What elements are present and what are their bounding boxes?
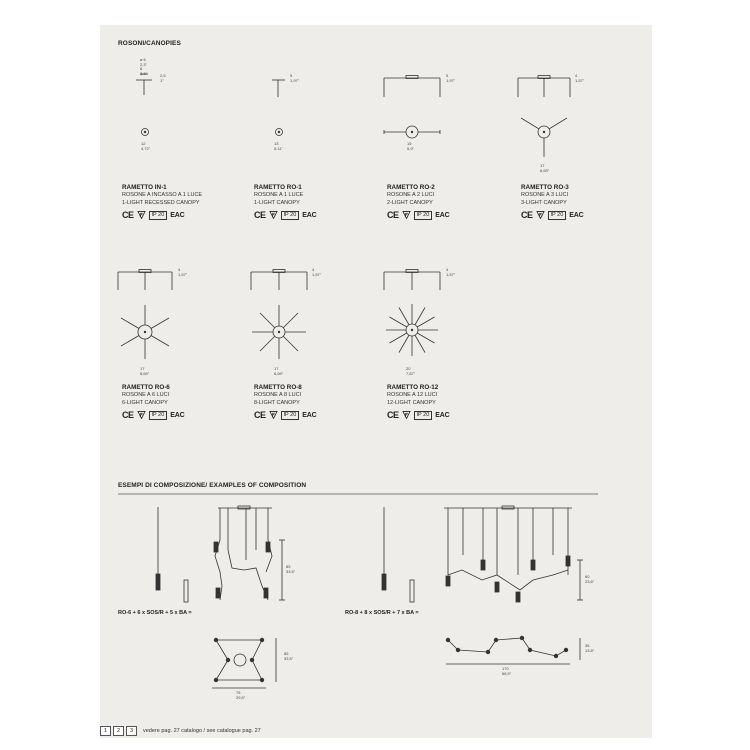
product-ro2 [387, 184, 512, 221]
in1-diameter-dim: ⌀ 6 2,3" 8 3,1" [140, 57, 147, 76]
ro12-side-drawing [384, 270, 440, 291]
product-desc-it: ROSONE A 1 LUCE [254, 192, 304, 198]
product-name: RAMETTO RO-6 [122, 384, 170, 391]
product-desc-en: 6-LIGHT CANOPY [122, 399, 168, 406]
ip-rating-badge: IP 20 [149, 411, 168, 420]
eac-mark: EAC [170, 211, 185, 219]
page-ref-2[interactable]: 2 [113, 726, 124, 736]
product-ro6 [122, 384, 247, 421]
page-ref-3[interactable]: 3 [126, 726, 137, 736]
product-desc-it: ROSONE A 6 LUCI [122, 392, 170, 398]
eac-mark: EAC [170, 411, 185, 419]
comp1-plan-width-dim: 75 29,5" [236, 690, 246, 700]
ce-mark: CE [387, 410, 399, 421]
eac-mark: EAC [569, 211, 584, 219]
ro6-side-dim: 4 1,57" [178, 267, 188, 277]
product-desc-it: ROSONE A 8 LUCI [254, 392, 302, 398]
comp2-height-dim: 60 23,6" [585, 574, 595, 584]
ro1-side-drawing [272, 80, 285, 97]
product-desc-en: 2-LIGHT CANOPY [387, 199, 433, 206]
ip-rating-badge: IP 20 [414, 411, 433, 420]
ro8-plan-dim: 17 6,69" [274, 366, 284, 376]
in1-side-dim: 2,5 1" [160, 73, 166, 83]
product-name: RAMETTO RO-3 [521, 184, 569, 191]
in1-plan-drawing [142, 129, 149, 136]
ce-mark: CE [521, 210, 533, 221]
ce-mark: CE [254, 410, 266, 421]
certifications [122, 209, 247, 221]
eac-mark: EAC [302, 411, 317, 419]
ip-rating-badge: IP 20 [548, 211, 567, 220]
ro1-plan-dim: 13 5,11" [274, 141, 283, 151]
ro12-plan-drawing [386, 304, 438, 356]
comp1-plan-height-dim: 85 33,5" [284, 651, 294, 661]
f-mark-icon [269, 211, 278, 219]
ro6-plan-drawing [121, 305, 169, 359]
ro2-plan-dim: 15 5,9" [407, 141, 414, 151]
product-desc-en: 8-LIGHT CANOPY [254, 399, 300, 406]
f-mark-icon [536, 211, 545, 219]
page-footer [100, 726, 261, 736]
product-in1 [122, 184, 247, 221]
ro6-side-drawing [118, 270, 172, 291]
ip-rating-badge: IP 20 [414, 211, 433, 220]
ce-mark: CE [387, 210, 399, 221]
product-desc-en: 3-LIGHT CANOPY [521, 199, 567, 206]
product-ro8 [254, 384, 379, 421]
product-desc-en: 1-LIGHT CANOPY [254, 199, 300, 206]
product-name: RAMETTO IN-1 [122, 184, 167, 191]
composition1-formula: RO-6 + 6 x SOS/R + 5 x BA = [118, 610, 192, 616]
f-mark-icon [137, 211, 146, 219]
composition-section-title: ESEMPI DI COMPOSIZIONE/ EXAMPLES OF COMPOSITION [118, 482, 307, 489]
canopies-section-title: ROSONI/CANOPIES [118, 40, 181, 47]
ip-rating-badge: IP 20 [281, 411, 300, 420]
ro3-plan-drawing [521, 118, 567, 157]
ce-mark: CE [122, 210, 134, 221]
ro12-side-dim: 4 1,57" [446, 267, 456, 277]
product-desc-it: ROSONE A INCASSO A 1 LUCE [122, 192, 203, 198]
ro8-plan-drawing [252, 305, 306, 359]
product-desc-it: ROSONE A 12 LUCI [387, 392, 438, 398]
certifications [254, 209, 379, 221]
composition2-formula: RO-8 + 8 x SOS/R + 7 x BA = [345, 610, 419, 616]
comp2-plan-height-dim: 35 13,8" [585, 643, 595, 653]
product-name: RAMETTO RO-1 [254, 184, 302, 191]
ro8-side-dim: 4 1,57" [312, 267, 322, 277]
product-ro3 [521, 184, 646, 221]
ro2-side-dim: 5 1,97" [446, 73, 456, 83]
product-name: RAMETTO RO-2 [387, 184, 435, 191]
comp1-height-dim: 85 33,5" [286, 564, 296, 574]
ro1-plan-drawing [276, 129, 283, 136]
product-ro12 [387, 384, 512, 421]
ro12-plan-dim: 20 7,87" [406, 366, 416, 376]
product-desc-en: 1-LIGHT RECESSED CANOPY [122, 199, 200, 206]
f-mark-icon [269, 411, 278, 419]
ro2-plan-drawing [384, 126, 440, 138]
comp2-plan-width-dim: 170 66,9" [502, 666, 512, 676]
f-mark-icon [402, 211, 411, 219]
ro2-side-drawing [384, 76, 440, 98]
page-ref-1[interactable]: 1 [100, 726, 111, 736]
ro3-side-drawing [518, 76, 570, 98]
ce-mark: CE [122, 410, 134, 421]
product-name: RAMETTO RO-8 [254, 384, 302, 391]
certifications [122, 409, 247, 421]
certifications [254, 409, 379, 421]
f-mark-icon [402, 411, 411, 419]
ro6-plan-dim: 17 6,69" [140, 366, 150, 376]
ro3-plan-dim: 17 6,69" [540, 163, 550, 173]
ce-mark: CE [254, 210, 266, 221]
catalogue-reference-note: vedere pag. 27 catalogo / see catalogue pag. 27 [143, 728, 261, 734]
ip-rating-badge: IP 20 [149, 211, 168, 220]
ro1-side-dim: 5 1,97" [290, 73, 300, 83]
composition1-drawing [156, 506, 285, 688]
eac-mark: EAC [435, 411, 450, 419]
eac-mark: EAC [302, 211, 317, 219]
ip-rating-badge: IP 20 [281, 211, 300, 220]
product-desc-it: ROSONE A 3 LUCI [521, 192, 569, 198]
product-ro1 [254, 184, 379, 221]
product-desc-it: ROSONE A 2 LUCI [387, 192, 435, 198]
composition2-drawing [382, 506, 583, 664]
product-name: RAMETTO RO-12 [387, 384, 439, 391]
certifications [387, 209, 512, 221]
f-mark-icon [137, 411, 146, 419]
certifications [387, 409, 512, 421]
ro8-side-drawing [251, 270, 307, 291]
product-desc-en: 12-LIGHT CANOPY [387, 399, 436, 406]
in1-plan-dim: 12 4,72" [141, 141, 151, 151]
in1-side-drawing [136, 74, 152, 95]
certifications [521, 209, 646, 221]
ro3-side-dim: 4 1,57" [575, 73, 585, 83]
eac-mark: EAC [435, 211, 450, 219]
